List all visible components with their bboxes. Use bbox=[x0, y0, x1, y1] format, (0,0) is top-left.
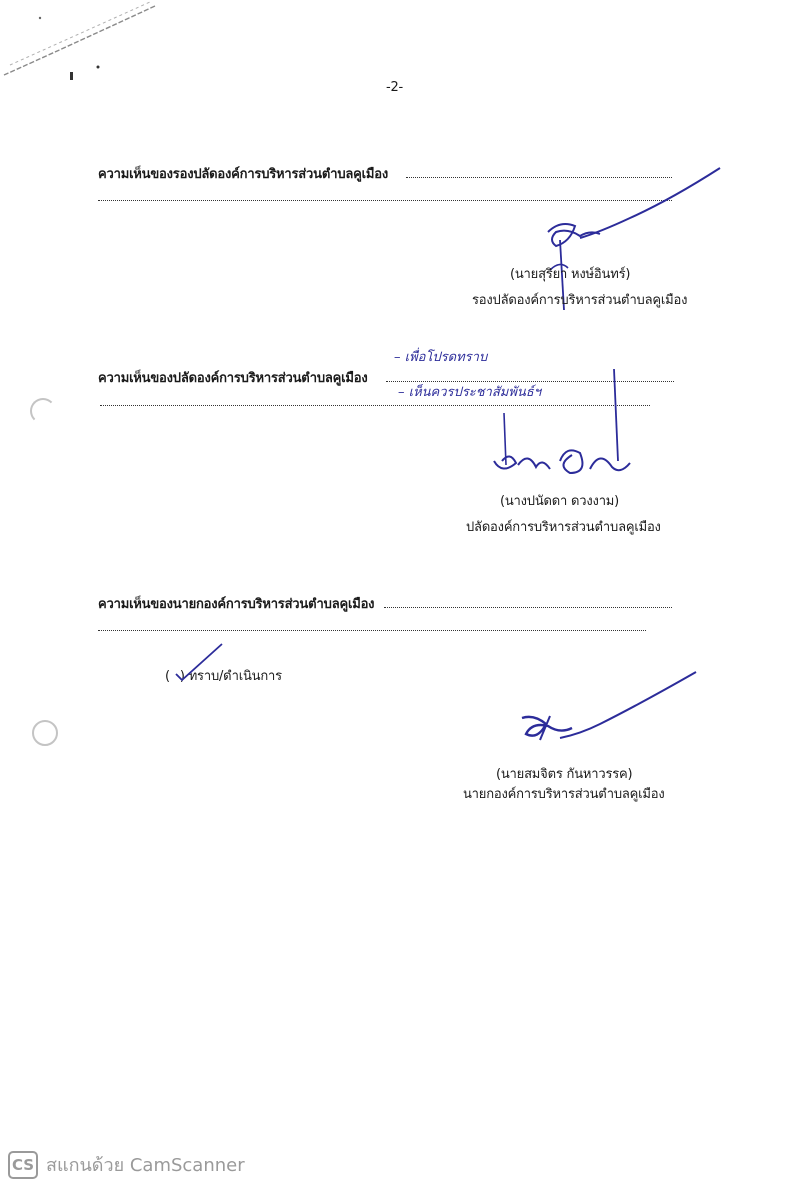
section-label-mayor: ความเห็นของนายกองค์การบริหารส่วนตำบลคูเมือง bbox=[98, 597, 375, 612]
dotted-line bbox=[384, 606, 672, 608]
signer-title-deputy-clerk: รองปลัดองค์การบริหารส่วนตำบลคูเมือง bbox=[472, 293, 688, 308]
camscanner-watermark bbox=[8, 1150, 245, 1179]
camscanner-logo: CS bbox=[8, 1151, 38, 1179]
handwritten-note-1: – เพื่อโปรดทราบ bbox=[394, 350, 488, 365]
signature-clerk bbox=[480, 365, 650, 490]
check-mark bbox=[170, 640, 230, 685]
camscanner-text: สแกนด้วย CamScanner bbox=[46, 1155, 245, 1176]
signer-name-mayor: (นายสมจิตร กันหาวรรค) bbox=[496, 767, 633, 782]
section-label-deputy-clerk: ความเห็นของรองปลัดองค์การบริหารส่วนตำบลคูเมือง bbox=[98, 167, 389, 182]
signature-mayor bbox=[510, 668, 710, 748]
section-label-clerk: ความเห็นของปลัดองค์การบริหารส่วนตำบลคูเมือง bbox=[98, 371, 368, 386]
scan-edge-marks bbox=[0, 0, 170, 100]
dotted-line bbox=[98, 629, 646, 631]
signer-title-clerk: ปลัดองค์การบริหารส่วนตำบลคูเมือง bbox=[466, 520, 661, 535]
page-number: -2- bbox=[386, 80, 404, 95]
punch-hole bbox=[32, 720, 58, 746]
signer-name-deputy-clerk: (นายสุริยา หงษ์อินทร์) bbox=[510, 267, 631, 282]
checkbox-close: ) bbox=[179, 669, 185, 684]
signer-name-clerk: (นางปนัดดา ดวงงาม) bbox=[500, 494, 620, 509]
punch-hole bbox=[30, 398, 56, 424]
signer-title-mayor: นายกองค์การบริหารส่วนตำบลคูเมือง bbox=[463, 787, 665, 802]
checkbox-open: ( bbox=[165, 669, 170, 684]
handwritten-note-2: – เห็นควรประชาสัมพันธ์ฯ bbox=[398, 385, 542, 400]
checkbox-label: ทราบ/ดำเนินการ bbox=[188, 669, 282, 684]
